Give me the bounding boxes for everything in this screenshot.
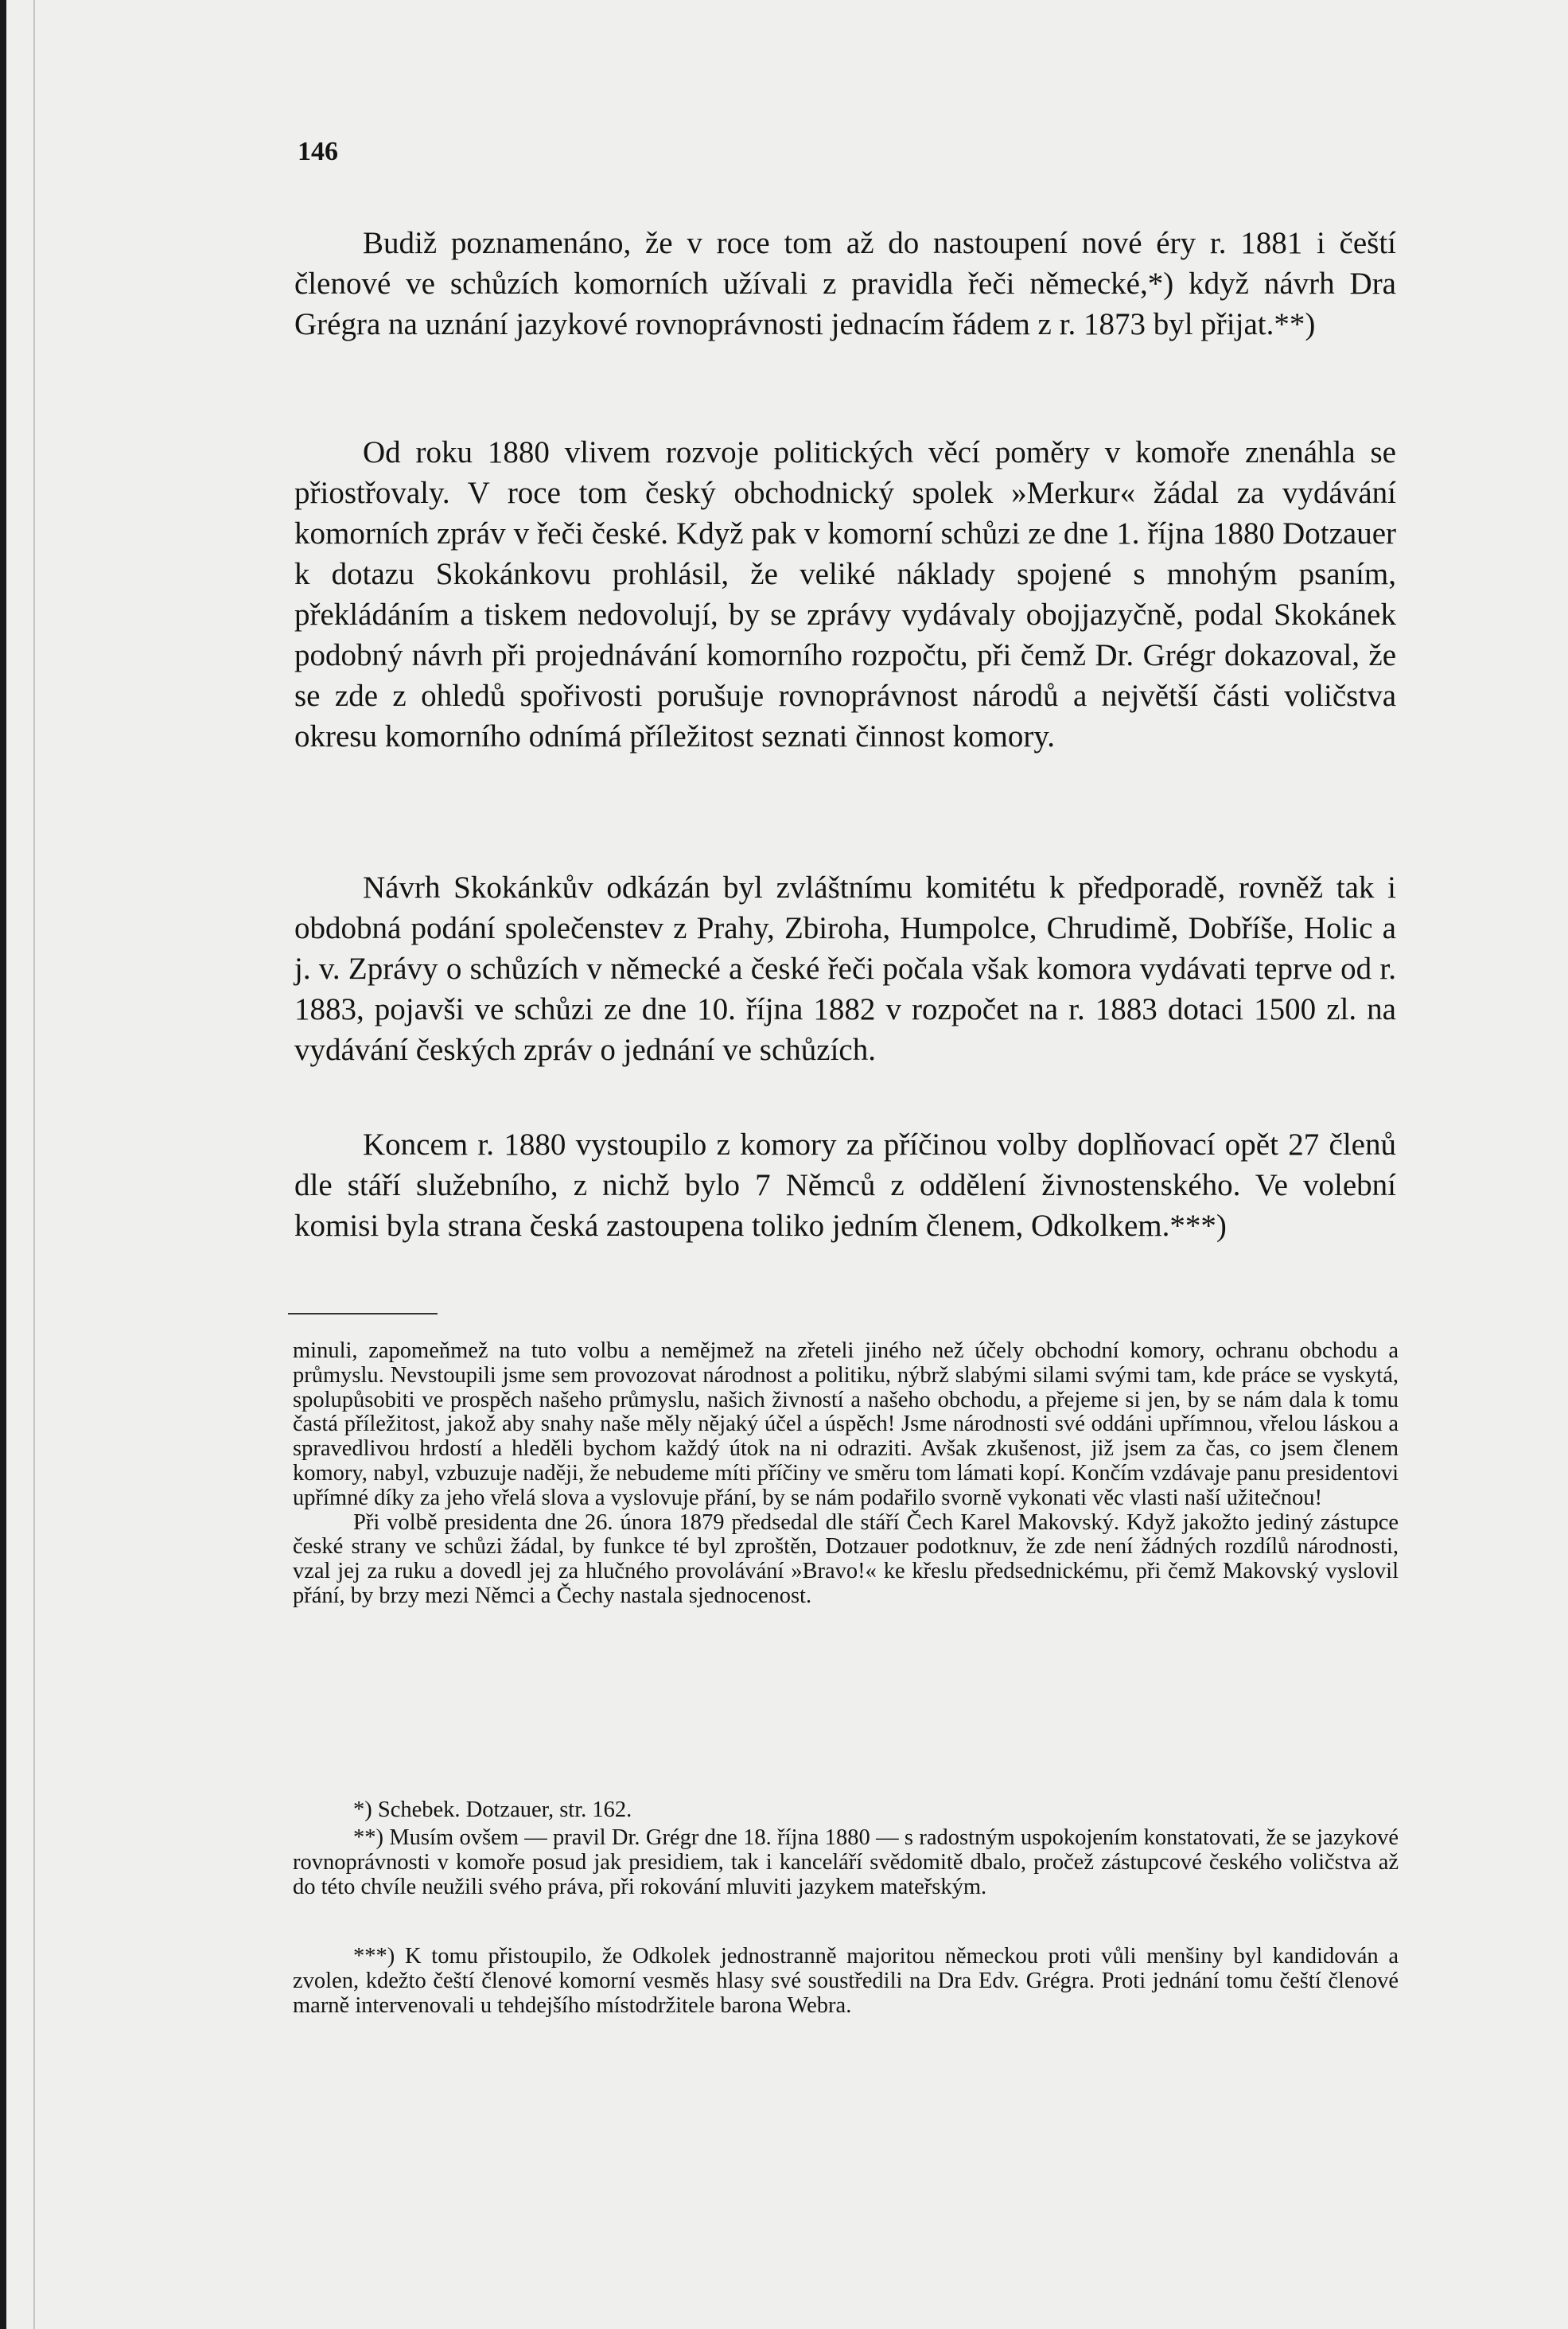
footnote-separator [288,1313,438,1314]
paragraph-text: Koncem r. 1880 vystoupilo z komory za příčinou volby doplňovací opět 27 členů dle stáří služebního, z nichž bylo 7 Němců z oddělení živnostenského. Ve volební komisi byla strana česká zastoupena toliko jedním členem, Odkolkem.***) [294,1128,1396,1243]
paragraph-2 [294,432,1396,757]
footnote-text: Při volbě presidenta dne 26. února 1879 předsedal dle stáří Čech Karel Makovský. Když jakožto jediný zástupce české strany ve schůzi žádal, by funkce té byl zproštěn, Dotzauer podotknuv, že zde není žádných rozdílů národnosti, vzal jej za ruku a dovedl jej za hlučného provolávání »Bravo!« ke křeslu předsednickému, při čemž Makovský vyslovil přání, by brzy mezi Němci a Čechy nastala sjednocenost. [293,1509,1399,1608]
paragraph-text: Návrh Skokánkův odkázán byl zvláštnímu komitétu k předporadě, rovněž tak i obdobná podání společenstev z Prahy, Zbiroha, Humpolce, Chrudimě, Dobříše, Holic a j. v. Zprávy o schůzích v německé a české řeči počala však komora vydávati teprve od r. 1883, pojavši ve schůzi ze dne 10. října 1882 v rozpočet na r. 1883 dotaci 1500 zl. na vydávání českých zpráv o jednání ve schůzích. [294,870,1396,1067]
book-page [6,0,1568,2329]
footnote-2 [293,1826,1399,1899]
footnote-continuation [293,1339,1399,1609]
footnote-text: minuli, zapomeňmež na tuto volbu a nemějmež na zřeteli jiného než účely obchodní komory, ochranu obchodu a průmyslu. Nevstoupili jsme sem provozovat národnost a politiku, nýbrž slabými silami svými tam, kde práce se vyskytá, spolupůsobiti ve prospěch našeho průmyslu, našich živností a našeho obchodu, a přejeme si jen, by se nám dala k tomu častá příležitost, jakož aby snahy naše měly nějaký účel a úspěch! Jsme národnosti své oddáni upřímnou, vřelou láskou a spravedlivou hrdostí a hleděli bychom každý útok na ni odraziti. Avšak zkušenost, již jsem za čas, co jsem členem komory, nabyl, vzbuzuje naději, že nebudeme míti příčiny ve směru tom lámati kopí. Končím vzdávaje panu presidentovi upřímné díky za jeho vřelá slova a vyslovuje přání, by se nám podařilo svorně vykonati věc vlasti naší užitečnou! [293,1338,1399,1510]
page-number: 146 [298,137,338,166]
footnote-text: *) Schebek. Dotzauer, str. 162. [353,1797,632,1822]
paragraph-1 [294,223,1396,345]
footnote-1 [293,1798,1399,1823]
page-edge-line [33,0,35,2329]
footnote-3 [293,1945,1399,2018]
paragraph-3 [294,867,1396,1070]
paragraph-text: Od roku 1880 vlivem rozvoje politických věcí poměry v komoře znenáhla se přiostřovaly. V roce tom český obchodnický spolek »Merkur« žádal za vydávání komorních zpráv v řeči české. Když pak v komorní schůzi ze dne 1. října 1880 Dotzauer k dotazu Skokánkovu prohlásil, že veliké náklady spojené s mnohým psaním, překládáním a tiskem nedovolují, by se zprávy vydávaly obojjazyčně, podal Skokánek podobný návrh při projednávání komorního rozpočtu, při čemž Dr. Grégr dokazoval, že se zde z ohledů spořivosti porušuje rovnoprávnost národů a největší části voličstva okresu komorního odnímá příležitost seznati činnost komory. [294,435,1396,754]
footnote-text: **) Musím ovšem — pravil Dr. Grégr dne 18. října 1880 — s radostným uspokojením konstatovati, že se jazykové rovnoprávnosti v komoře posud jak presidiem, tak i kanceláří svědomitě dbalo, pročež zástupcové českého voličstva až do této chvíle neužili svého práva, při rokování mluviti jazykem mateřským. [293,1825,1399,1899]
paragraph-4 [294,1124,1396,1246]
footnote-text: ***) K tomu přistoupilo, že Odkolek jednostranně majoritou německou proti vůli menšiny byl kandidován a zvolen, kdežto čeští členové komorní vesměs hlasy své soustředili na Dra Edv. Grégra. Proti jednání tomu čeští členové marně intervenovali u tehdejšího místodržitele barona Webra. [293,1944,1399,2018]
paragraph-text: Budiž poznamenáno, že v roce tom až do nastoupení nové éry r. 1881 i čeští členové ve schůzích komorních užívali z pravidla řeči německé,*) když návrh Dra Grégra na uznání jazykové rovnoprávnosti jednacím řádem z r. 1873 byl přijat.**) [294,226,1396,341]
